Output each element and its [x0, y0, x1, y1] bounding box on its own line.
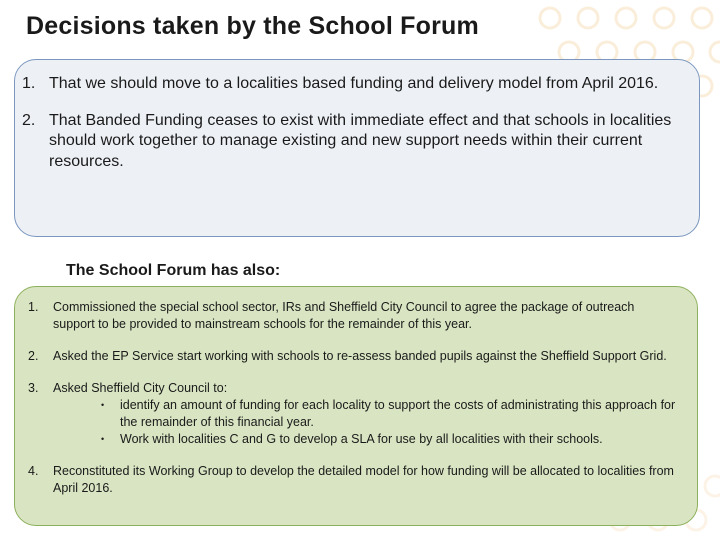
sub-item-text: Work with localities C and G to develop a SLA for use by all localities with their schools.: [120, 432, 603, 446]
sub-list: [53, 397, 678, 448]
decision-item: [22, 74, 702, 95]
also-number: 4.: [28, 464, 39, 478]
also-text: Asked the EP Service start working with schools to re-assess banded pupils against the Sheffield Support Grid.: [53, 349, 667, 363]
also-item: [28, 348, 678, 365]
also-number: 2.: [28, 349, 39, 363]
also-item: [28, 299, 678, 333]
bullet-icon: •: [101, 400, 105, 410]
also-list: [28, 299, 678, 497]
page-title: Decisions taken by the School Forum: [26, 12, 479, 40]
decision-number: 1.: [22, 75, 36, 92]
bullet-icon: •: [101, 434, 105, 444]
also-number: 3.: [28, 381, 39, 395]
sub-item-text: identify an amount of funding for each locality to support the costs of administrating this approach for the remainder of this financial year.: [120, 398, 676, 429]
also-item: [28, 463, 678, 497]
sub-item: [53, 397, 678, 431]
also-text: Commissioned the special school sector, IRs and Sheffield City Council to agree the package of outreach support to be provided to mainstream schools for the remainder of this year.: [53, 300, 635, 331]
section-heading: The School Forum has also:: [66, 262, 281, 279]
decision-number: 2.: [22, 111, 36, 129]
sub-item: [53, 431, 678, 448]
also-text: Asked Sheffield City Council to:: [53, 381, 228, 395]
decisions-list: [22, 74, 702, 172]
also-number: 1.: [28, 300, 39, 314]
also-item: [28, 380, 678, 448]
decision-text: That we should move to a localities based funding and delivery model from April 2016.: [49, 75, 659, 92]
decision-item: [22, 111, 702, 173]
decision-text: That Banded Funding ceases to exist with immediate effect and that schools in localities should work together to manage existing and new support needs within their current resources.: [49, 111, 672, 170]
also-text: Reconstituted its Working Group to develop the detailed model for how funding will be allocated to localities from April 2016.: [53, 464, 674, 495]
